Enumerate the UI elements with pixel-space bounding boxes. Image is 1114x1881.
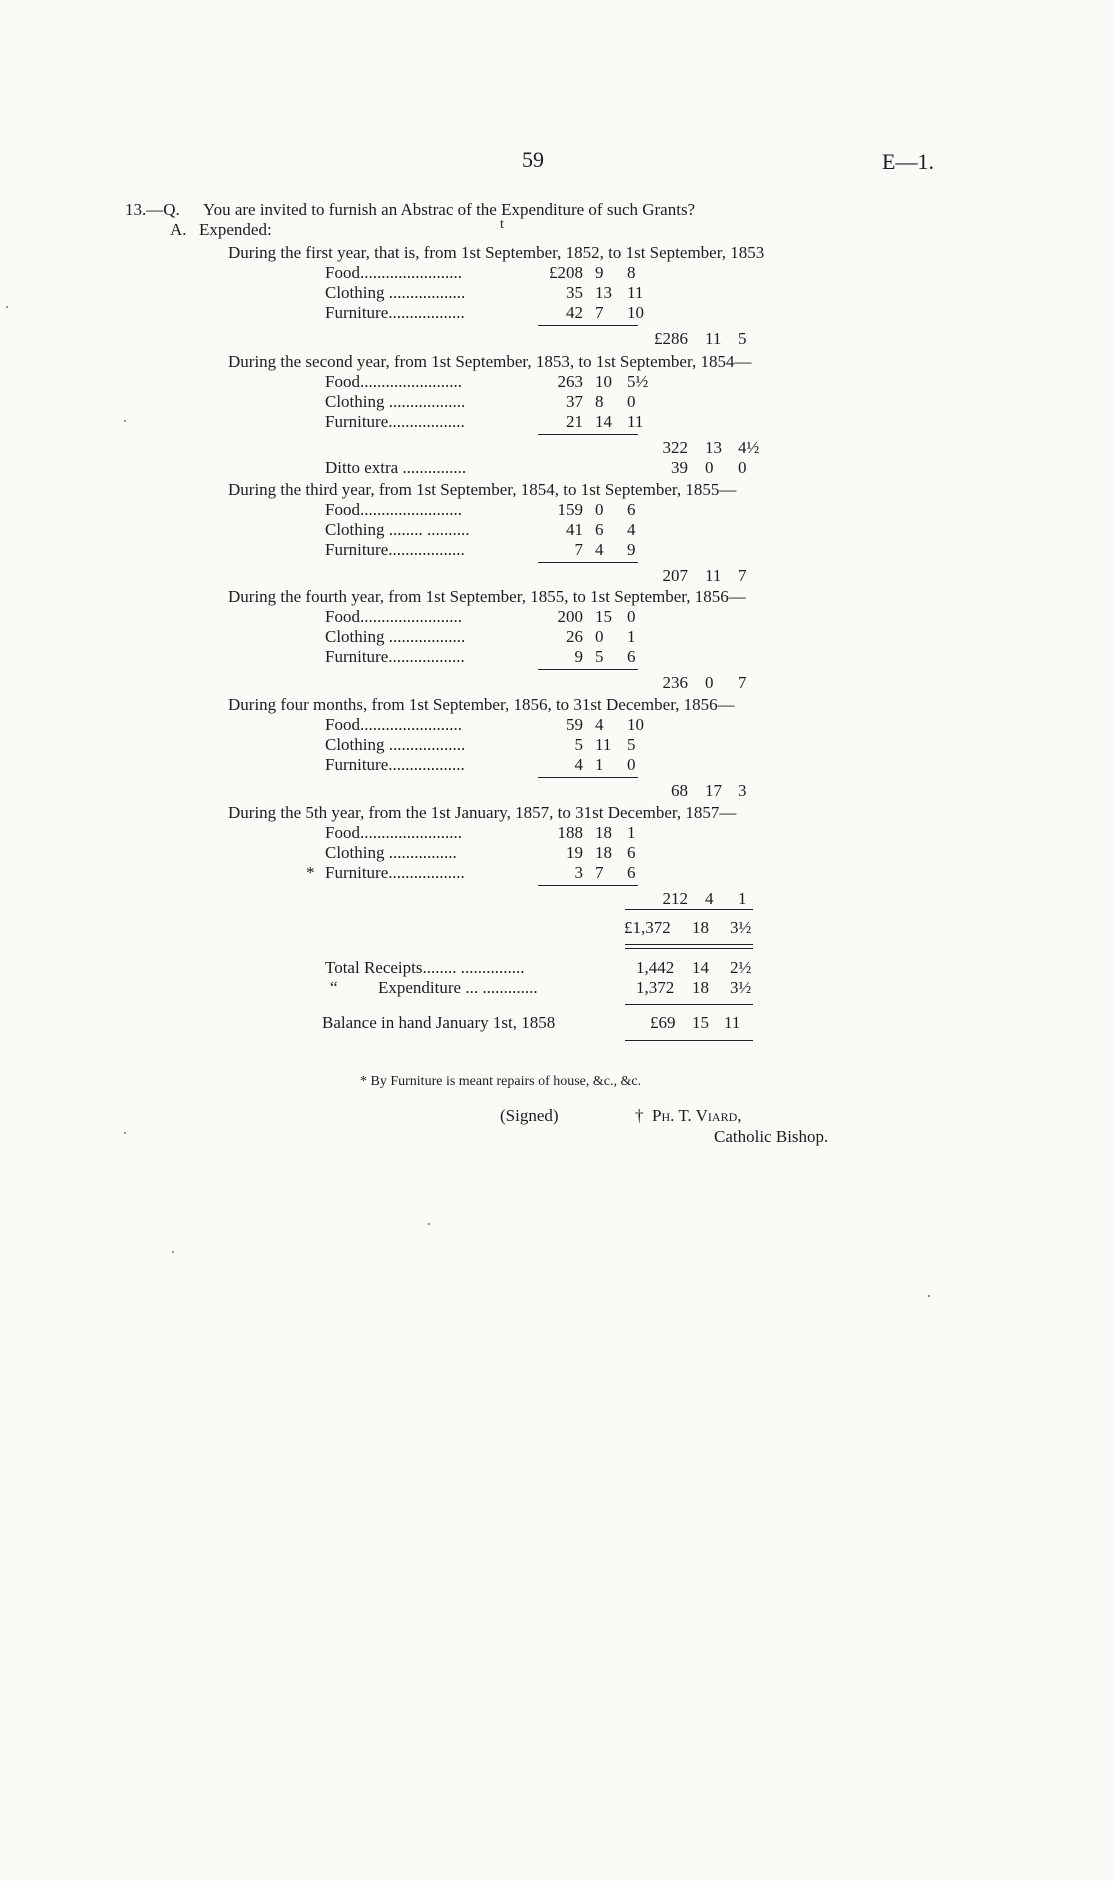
period-heading: During the fourth year, from 1st September, 1855, to 1st September, 1856— xyxy=(228,587,746,606)
line-item-pence: 1 xyxy=(627,823,636,842)
document-reference: E—1. xyxy=(882,149,934,174)
line-item-pounds: 159 xyxy=(557,500,583,519)
line-item-pence: 0 xyxy=(627,607,636,626)
line-item-label: Clothing .................. xyxy=(325,735,466,754)
line-item-pence: 0 xyxy=(627,755,636,774)
line-item-shillings: 18 xyxy=(595,823,612,842)
balance-pence: 11 xyxy=(724,1013,741,1032)
period-total-shillings: 13 xyxy=(705,438,722,457)
line-item-pounds: 19 xyxy=(566,843,583,862)
balance-shillings: 15 xyxy=(692,1013,709,1032)
period-heading: During the 5th year, from the 1st January, 1857, to 31st December, 1857— xyxy=(228,803,737,822)
total-receipts-shillings: 14 xyxy=(692,958,709,977)
line-item-pence: 11 xyxy=(627,412,644,431)
line-item-label: Food........................ xyxy=(325,823,462,842)
period-total-pounds: 207 xyxy=(662,566,688,585)
ditto-mark: “ xyxy=(330,978,338,997)
line-item-pounds: £208 xyxy=(549,263,583,282)
period-total-pounds: 68 xyxy=(671,781,688,800)
period-total-shillings: 11 xyxy=(705,566,722,585)
grand-total-rule-1 xyxy=(625,944,753,945)
line-item-pounds: 4 xyxy=(574,755,583,774)
line-item-label: Clothing .................. xyxy=(325,627,466,646)
line-item-shillings: 0 xyxy=(595,627,604,646)
subtotal-rule xyxy=(538,669,638,670)
line-item-shillings: 7 xyxy=(595,863,604,882)
grand-total-pounds: £1,372 xyxy=(624,918,671,937)
line-item-pounds: 9 xyxy=(574,647,583,666)
expended-label: Expended: xyxy=(199,220,272,239)
expenditure-pounds: 1,372 xyxy=(636,978,675,997)
line-item-label: Clothing .................. xyxy=(325,392,466,411)
line-item-label: Furniture.................. xyxy=(325,755,465,774)
line-item-shillings: 1 xyxy=(595,755,604,774)
line-item-pounds: 200 xyxy=(557,607,583,626)
period-total-pounds: 322 xyxy=(662,438,688,457)
line-item-shillings: 14 xyxy=(595,412,612,431)
subtotal-rule xyxy=(538,325,638,326)
signatory-name: Ph. T. Viard, xyxy=(652,1106,742,1125)
scan-speck xyxy=(124,420,126,422)
line-item-pounds: 188 xyxy=(557,823,583,842)
line-item-pence: 10 xyxy=(627,303,644,322)
line-item-shillings: 18 xyxy=(595,843,612,862)
scan-speck xyxy=(172,1251,174,1253)
period-total-shillings: 11 xyxy=(705,329,722,348)
period-total-shillings: 4 xyxy=(705,889,714,908)
line-item-pence: 9 xyxy=(627,540,636,559)
scan-speck xyxy=(124,1132,126,1134)
line-item-pence: 10 xyxy=(627,715,644,734)
period-total-pounds: 212 xyxy=(662,889,688,908)
line-item-pence: 8 xyxy=(627,263,636,282)
extra-pence: 0 xyxy=(738,458,747,477)
line-item-pence: 4 xyxy=(627,520,636,539)
total-receipts-pence: 2½ xyxy=(730,958,752,977)
grand-total-rule-2 xyxy=(625,948,753,949)
line-item-label: Food........................ xyxy=(325,372,462,391)
line-item-label: Food........................ xyxy=(325,607,462,626)
period-total-pence: 1 xyxy=(738,889,747,908)
line-item-shillings: 13 xyxy=(595,283,612,302)
period-total-pounds: £286 xyxy=(654,329,688,348)
period-total-pence: 4½ xyxy=(738,438,760,457)
line-item-pence: 0 xyxy=(627,392,636,411)
line-item-pounds: 21 xyxy=(566,412,583,431)
subtotal-rule xyxy=(538,434,638,435)
total-receipts-label: Total Receipts........ ............... xyxy=(325,958,525,977)
line-item-pounds: 35 xyxy=(566,283,583,302)
line-item-label: Furniture.................. xyxy=(325,540,465,559)
subtotal-rule xyxy=(538,885,638,886)
line-item-shillings: 11 xyxy=(595,735,612,754)
grand-total-pence: 3½ xyxy=(730,918,752,937)
period-heading: During the second year, from 1st September, 1853, to 1st September, 1854— xyxy=(228,352,752,371)
line-item-pounds: 7 xyxy=(574,540,583,559)
line-item-shillings: 4 xyxy=(595,540,604,559)
line-item-shillings: 15 xyxy=(595,607,612,626)
line-item-label: Food........................ xyxy=(325,263,462,282)
line-item-pounds: 37 xyxy=(566,392,583,411)
balance-top-rule xyxy=(625,1004,753,1005)
grand-total-top-rule xyxy=(625,909,753,910)
period-total-pounds: 236 xyxy=(662,673,688,692)
question-text: You are invited to furnish an Abstrac of the Expenditure of such Grants? xyxy=(203,200,696,219)
line-item-pounds: 41 xyxy=(566,520,583,539)
total-receipts-pounds: 1,442 xyxy=(636,958,675,977)
dagger-mark: † xyxy=(635,1106,644,1125)
period-total-shillings: 17 xyxy=(705,781,722,800)
line-item-pence: 11 xyxy=(627,283,644,302)
signatory-title: Catholic Bishop. xyxy=(714,1127,829,1146)
balance-bottom-rule xyxy=(625,1040,753,1041)
line-item-pence: 6 xyxy=(627,863,636,882)
period-total-pence: 7 xyxy=(738,566,747,585)
extra-pounds: 39 xyxy=(671,458,688,477)
period-total-pence: 7 xyxy=(738,673,747,692)
period-total-pence: 3 xyxy=(738,781,747,800)
subtotal-rule xyxy=(538,777,638,778)
line-item-pence: 5½ xyxy=(627,372,649,391)
line-item-label: Clothing .................. xyxy=(325,283,466,302)
period-total-pence: 5 xyxy=(738,329,747,348)
expenditure-pence: 3½ xyxy=(730,978,752,997)
line-item-pence: 6 xyxy=(627,843,636,862)
period-total-shillings: 0 xyxy=(705,673,714,692)
line-item-shillings: 0 xyxy=(595,500,604,519)
line-item-shillings: 8 xyxy=(595,392,604,411)
line-item-label: Clothing ........ .......... xyxy=(325,520,470,539)
footnote: * By Furniture is meant repairs of house, &c., &c. xyxy=(360,1074,642,1089)
line-item-pounds: 59 xyxy=(566,715,583,734)
line-item-shillings: 9 xyxy=(595,263,604,282)
balance-label: Balance in hand January 1st, 1858 xyxy=(322,1013,556,1032)
period-heading: During four months, from 1st September, 1856, to 31st December, 1856— xyxy=(228,695,735,714)
period-heading: During the first year, that is, from 1st September, 1852, to 1st September, 1853 xyxy=(228,243,765,262)
extra-label: Ditto extra ............... xyxy=(325,458,467,477)
expenditure-shillings: 18 xyxy=(692,978,709,997)
line-item-pence: 6 xyxy=(627,500,636,519)
page-number: 59 xyxy=(522,147,544,172)
footnote-marker: * xyxy=(306,863,315,882)
line-item-pence: 6 xyxy=(627,647,636,666)
answer-label: A. xyxy=(170,220,187,239)
line-item-shillings: 10 xyxy=(595,372,612,391)
correction-mark: t xyxy=(500,217,504,232)
line-item-label: Clothing ................ xyxy=(325,843,457,862)
signed-label: (Signed) xyxy=(500,1106,559,1125)
balance-pounds: £69 xyxy=(650,1013,676,1032)
line-item-pounds: 5 xyxy=(574,735,583,754)
line-item-shillings: 5 xyxy=(595,647,604,666)
line-item-pence: 5 xyxy=(627,735,636,754)
extra-shillings: 0 xyxy=(705,458,714,477)
subtotal-rule xyxy=(538,562,638,563)
scan-speck xyxy=(6,306,8,308)
question-number: 13.—Q. xyxy=(125,200,180,219)
line-item-pounds: 263 xyxy=(557,372,583,391)
line-item-pence: 1 xyxy=(627,627,636,646)
line-item-shillings: 6 xyxy=(595,520,604,539)
scan-speck xyxy=(928,1295,930,1297)
period-heading: During the third year, from 1st September, 1854, to 1st September, 1855— xyxy=(228,480,737,499)
grand-total-shillings: 18 xyxy=(692,918,709,937)
line-item-label: Furniture.................. xyxy=(325,303,465,322)
expenditure-label: Expenditure ... ............. xyxy=(378,978,538,997)
line-item-pounds: 3 xyxy=(574,863,583,882)
line-item-label: Furniture.................. xyxy=(325,412,465,431)
line-item-pounds: 26 xyxy=(566,627,583,646)
line-item-shillings: 4 xyxy=(595,715,604,734)
line-item-shillings: 7 xyxy=(595,303,604,322)
scan-speck xyxy=(428,1223,430,1225)
line-item-label: Furniture.................. xyxy=(325,647,465,666)
line-item-pounds: 42 xyxy=(566,303,583,322)
line-item-label: Food........................ xyxy=(325,715,462,734)
line-item-label: Food........................ xyxy=(325,500,462,519)
line-item-label: Furniture.................. xyxy=(325,863,465,882)
